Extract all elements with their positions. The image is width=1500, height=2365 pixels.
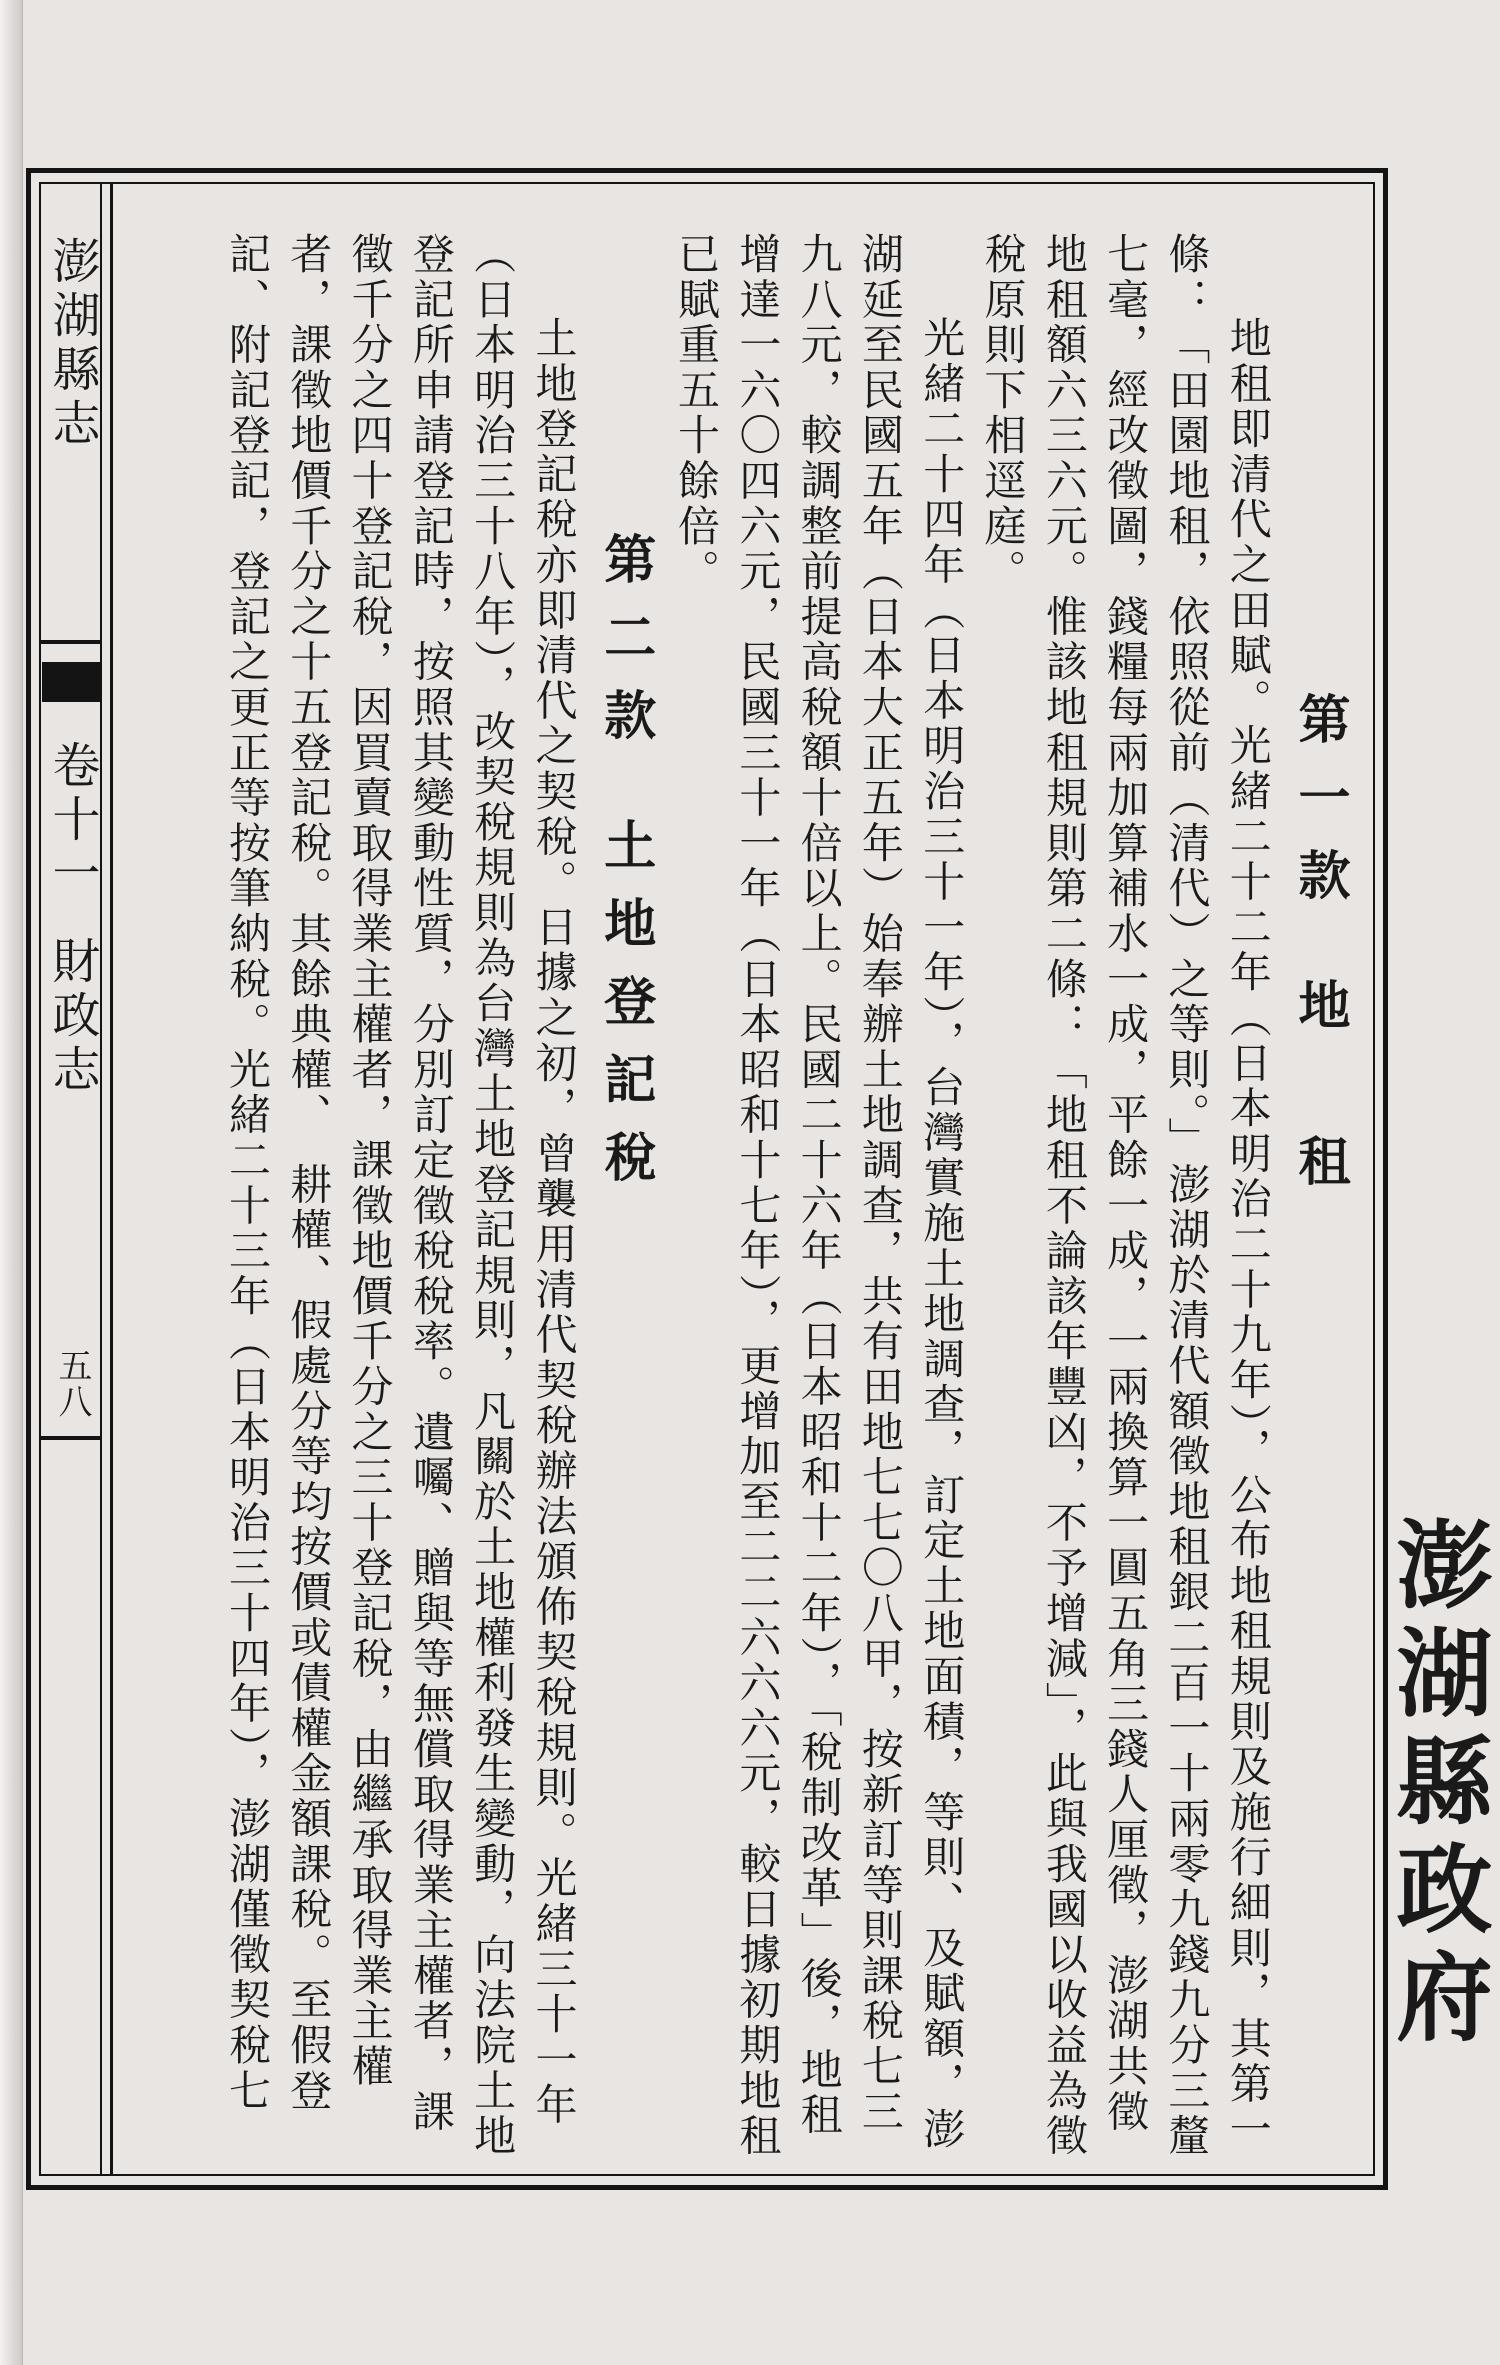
vertical-text-body	[124, 232, 1360, 2162]
section-number: 第二款	[594, 532, 656, 766]
margin-black-tab	[42, 662, 100, 702]
margin-divider-lower	[40, 1436, 102, 1440]
paragraph: 地租即清代之田賦。光緒二十二年（日本明治二十九年），公布地租規則及施行細則，其第一條：「田園地租，依照從前（清代）之等則。」澎湖於清代額徵地租銀二百一十兩零九錢九分三釐七毫，經改徵圖，錢糧每兩加算補水一成，平餘一成，一兩換算一圓五角三錢人厘徵，澎湖共徵地租額六三六元。惟該地租規則第二條：「地租不論該年豐凶，不予增減」，此與我國以收益為徵稅原則下相逕庭。	[978, 232, 1273, 2159]
paragraph: 光緒二十四年（日本明治三十一年），台灣實施土地調查，訂定土地面積，等則、及賦額，澎湖延至民國五年（日本大正五年）始奉辦土地調查，共有田地七七〇八甲，按新訂等則課稅七三九八元，較調整前提高稅額十倍以上。民國二十六年（日本昭和十二年），「稅制改革」後，地租增達一六〇四六元，民國三十一年（日本昭和十七年），更增加至二二六六六元，較日據初期地租已賦重五十餘倍。	[672, 232, 967, 2159]
margin-section-title: 財政志	[44, 936, 100, 1098]
paragraph: 土地登記稅亦即清代之契稅。日據之初，曾襲用清代契稅辦法頒佈契稅規則。光緒三十一年（日本明治三十八年），改契稅規則為台灣土地登記規則，凡關於土地權利發生變動，向法院土地登記所申請登記時，按照其變動性質，分別訂定徵稅稅率。遺囑、贈與等無償取得業主權者，課徵千分之四十登記稅，因買賣取得業主權者，課徵地價千分之三十登記稅，由繼承取得業主權者，課徵地價千分之十五登記稅。其餘典權、 耕權、假處分等均按價或債權金額課稅。至假登記、附記登記，登記之更正等按筆納稅。光緒二十三年（日本明治三十四年），澎湖僅徵契稅七	[222, 232, 579, 2159]
section-heading-registration-tax	[594, 232, 655, 2162]
section-title: 地 租	[1289, 978, 1350, 1212]
publisher-mark: 澎湖縣政府	[1381, 1515, 1494, 2055]
margin-volume: 卷十一	[44, 740, 100, 902]
margin-band-rule	[100, 182, 102, 2176]
section-heading-land-tax	[1289, 232, 1350, 2162]
section-number: 第一款	[1289, 692, 1350, 926]
margin-band-rule-thick	[110, 182, 113, 2176]
margin-divider	[40, 640, 102, 644]
page-number: 五八	[52, 1348, 92, 1420]
section-title: 土地登記稅	[594, 818, 656, 1208]
book-binding-edge	[0, 0, 23, 2365]
margin-book-title: 澎湖縣志	[44, 236, 100, 452]
